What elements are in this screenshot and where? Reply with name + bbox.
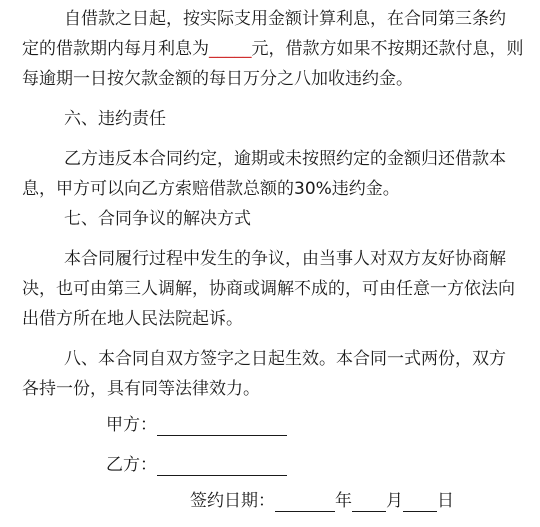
party-b-signature-line[interactable]: [157, 458, 287, 476]
month-blank[interactable]: [352, 494, 386, 512]
party-b-label: 乙方：: [106, 455, 157, 475]
clause5-line2-pre: 定的借款期内每月利息为: [22, 39, 209, 59]
section6-heading: 六、违约责任: [64, 109, 166, 129]
clause5-line1: 自借款之日起，按实际支用金额计算利息，在合同第三条约: [64, 9, 506, 29]
day-label: 日: [437, 491, 454, 511]
year-blank[interactable]: [275, 494, 335, 512]
party-a-row: [106, 414, 287, 436]
party-b-row: [106, 454, 287, 476]
clause5-line3: 每逾期一日按欠款金额的每日万分之八加收违约金。: [22, 69, 413, 89]
month-label: 月: [386, 491, 403, 511]
day-blank[interactable]: [403, 494, 437, 512]
section8-line1: 八、本合同自双方签字之日起生效。本合同一式两份，双方: [64, 349, 506, 369]
section6-line2: 息，甲方可以向乙方索赔借款总额的30%违约金。: [22, 179, 400, 199]
party-a-signature-line[interactable]: [157, 418, 287, 436]
sign-date-row: [190, 490, 454, 512]
section7-heading: 七、合同争议的解决方式: [64, 209, 251, 229]
year-label: 年: [335, 491, 352, 511]
section8-line2: 各持一份，具有同等法律效力。: [22, 379, 260, 399]
section7-line1: 本合同履行过程中发生的争议，由当事人对双方友好协商解: [64, 249, 506, 269]
clause5-line2-post: 元，借款方如果不按期还款付息，则: [251, 39, 524, 59]
interest-amount-blank: _____: [209, 39, 252, 59]
party-a-label: 甲方：: [106, 415, 157, 435]
clause5-line2: [22, 38, 524, 60]
sign-date-label: 签约日期：: [190, 491, 275, 511]
section6-line1: 乙方违反本合同约定，逾期或未按照约定的金额归还借款本: [64, 149, 506, 169]
section7-line2: 决，也可由第三人调解，协商或调解不成的，可由任意一方依法向: [22, 279, 515, 299]
section7-line3: 出借方所在地人民法院起诉。: [22, 309, 243, 329]
